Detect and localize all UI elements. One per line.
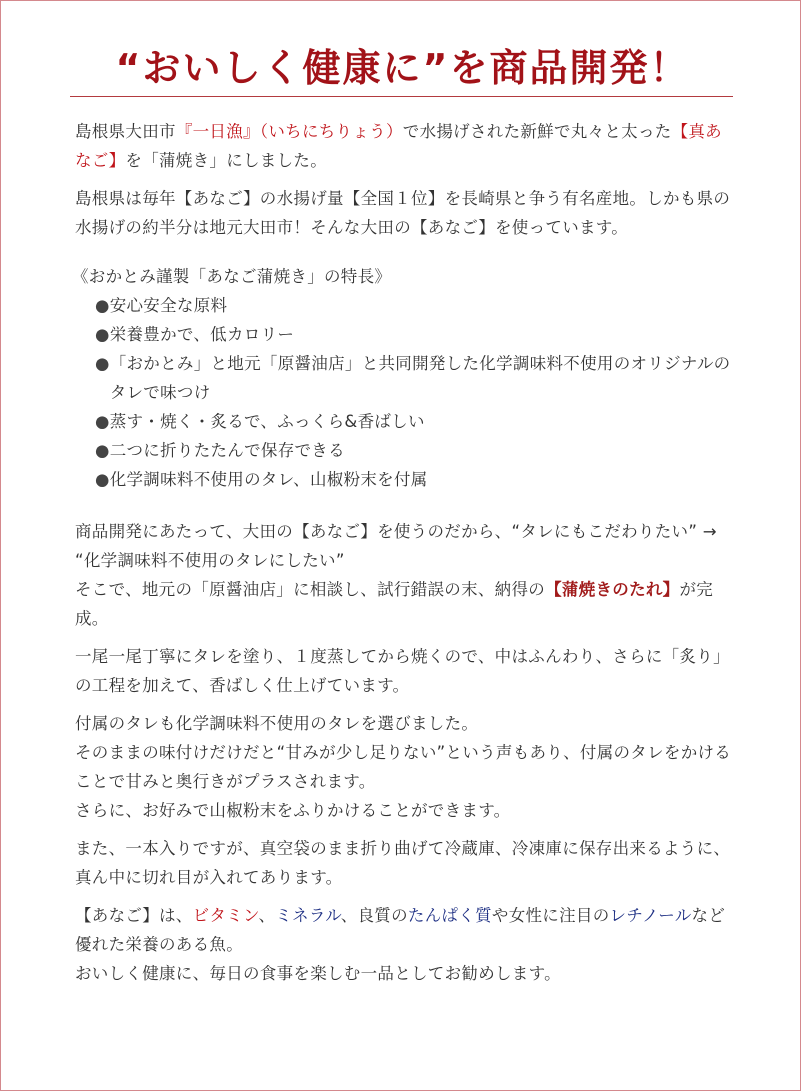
feature-item: ● 二つに折りたたんで保存できる (95, 436, 735, 465)
features-list (95, 291, 735, 494)
feature-item: ● 安心安全な原料 (95, 291, 735, 320)
development-paragraph (75, 517, 735, 633)
bullet-icon: ● (95, 325, 110, 344)
nutrition-sep-4: など優れた栄養のある魚。 (75, 906, 726, 954)
highlight-retinol: レチノール (609, 906, 692, 925)
nutrition-paragraph (75, 901, 735, 988)
bullet-icon: ● (95, 354, 110, 373)
bullet-icon: ● (95, 412, 110, 431)
bullet-icon: ● (95, 296, 110, 315)
nutrition-sep-2: 、良質の (340, 906, 408, 925)
intro-paragraph-2: 島根県は毎年【あなご】の水揚げ量【全国１位】を長崎県と争う有名産地。しかも県の水揚げの約半分は地元大田市！そんな大田の【あなご】を使っています。 (75, 189, 731, 237)
nutrition-text-a: 【あなご】は、 (75, 906, 193, 925)
intro-text-a: 島根県大田市 (75, 122, 176, 141)
sauce-paragraph (75, 709, 735, 825)
storage-paragraph: また、一本入りですが、真空袋のまま折り曲げて冷蔵庫、冷凍庫に保存出来るように、真ん中に切れ目が入れてあります。 (75, 839, 731, 887)
development-line-2a: そこで、地元の「原醤油店」に相談し、試行錯誤の末、納得の (75, 580, 546, 599)
intro-text-c: を「蒲焼き」にしました。 (125, 151, 328, 170)
feature-item: ● 「おかとみ」と地元「原醤油店」と共同開発した化学調味料不使用のオリジナルのタレで味つけ (95, 349, 735, 407)
highlight-vitamin: ビタミン (192, 906, 259, 925)
article-body (72, 117, 735, 997)
sauce-line-2: そのままの味付けだけだと“甘みが少し足りない”という声もあり、付属のタレをかけることで甘みと奥行きがプラスされます。 (75, 743, 732, 791)
bullet-icon: ● (95, 470, 110, 489)
sauce-line-3: さらに、お好みで山椒粉末をふりかけることができます。 (75, 801, 511, 820)
development-line-2b: が完成。 (75, 580, 714, 628)
development-line-1: 商品開発にあたって、大田の【あなご】を使うのだから、“タレにもこだわりたい” → “化学調味料不使用のタレにしたい” (75, 522, 717, 570)
nutrition-sep-1: 、 (258, 906, 276, 925)
intro-text-b: で水揚げされた新鮮で丸々と太った (402, 122, 672, 141)
highlight-protein: たんぱく質 (407, 906, 492, 925)
feature-item: ● 蒸す・焼く・炙るで、ふっくら&香ばしい (95, 407, 735, 436)
process-paragraph: 一尾一尾丁寧にタレを塗り、１度蒸してから焼くので、中はふんわり、さらに「炙り」の工程を加えて、香ばしく仕上げています。 (75, 647, 730, 695)
nutrition-sep-3: や女性に注目の (491, 906, 610, 925)
highlight-kabayaki-sauce: 【蒲焼きのたれ】 (545, 580, 680, 599)
closing-line: おいしく健康に、毎日の食事を楽しむ一品としてお勧めします。 (75, 964, 561, 983)
sauce-line-1: 付属のタレも化学調味料不使用のタレを選びました。 (75, 714, 479, 733)
bullet-icon: ● (95, 441, 110, 460)
intro-paragraph-1 (75, 117, 735, 175)
highlight-maanago: 【真あなご】 (75, 122, 722, 170)
page-title: “おいしく健康に”を商品開発！ (115, 46, 690, 90)
feature-item: ● 化学調味料不使用のタレ、山椒粉末を付属 (95, 465, 735, 494)
title-divider (70, 96, 733, 97)
highlight-ichinichiryo: 『一日漁』（いちにちりょう） (175, 122, 403, 141)
highlight-mineral: ミネラル (275, 906, 341, 925)
features-heading: 《おかとみ謹製「あなご蒲焼き」の特長》 (72, 267, 392, 286)
feature-item: ● 栄養豊かで、低カロリー (95, 320, 735, 349)
